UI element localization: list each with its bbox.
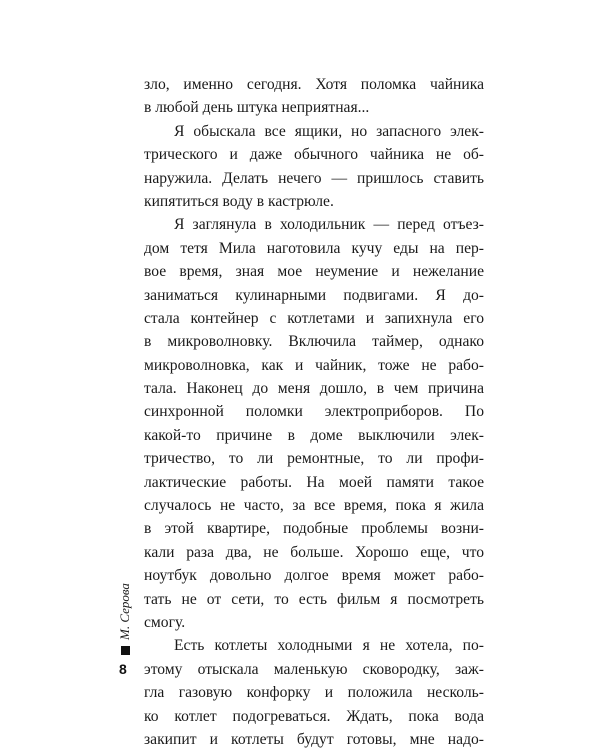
text-line: дом тетя Мила наготовила кучу еды на пер-: [144, 239, 484, 257]
text-line: трического и даже обычного чайника не об-: [144, 146, 484, 164]
text-line: тричество, то ли ремонтные, то ли профи-: [144, 450, 484, 468]
text-line: случалось не часто, за все время, пока я жила: [144, 497, 484, 515]
text-line: какой-то причине в доме выключили элек-: [144, 426, 484, 444]
text-line: в любой день штука неприятная...: [144, 99, 370, 117]
text-line: зло, именно сегодня. Хотя поломка чайника: [144, 76, 484, 93]
text-line: заниматься кулинарными подвигами. Я до-: [144, 286, 484, 304]
text-line: Я заглянула в холодильник — перед отъез-: [174, 216, 484, 234]
text-line: в этой квартире, подобные проблемы возни-: [144, 520, 484, 538]
text-line: этому отыскала маленькую сковородку, заж-: [144, 660, 484, 678]
text-line: вое время, зная мое неумение и нежелание: [144, 263, 484, 281]
text-line: кали раза два, не больше. Хорошо еще, что: [144, 543, 484, 561]
text-line: наружила. Делать нечего — пришлось ставить: [144, 169, 484, 187]
page-number: 8: [119, 661, 127, 677]
text-line: стала контейнер с котлетами и запихнула его: [144, 309, 484, 327]
text-line: тала. Наконец до меня дошло, в чем причина: [144, 380, 484, 398]
text-line: ко котлет подогреваться. Ждать, пока вода: [144, 707, 484, 725]
text-line: гла газовую конфорку и положила несколь-: [144, 684, 484, 702]
text-line: лактические работы. На моей памяти такое: [144, 473, 484, 491]
text-line: кипятиться воду в кастрюле.: [144, 192, 334, 210]
running-author: М. Серова: [117, 583, 132, 640]
text-line: ноутбук довольно долгое время может рабо-: [144, 567, 484, 585]
text-line: микроволновка, как и чайник, тоже не рабо-: [144, 356, 484, 374]
text-line: тать не от сети, то есть фильм я посмотреть: [144, 590, 484, 608]
body-text: [144, 73, 484, 751]
text-line: смогу.: [144, 613, 186, 631]
footer-square-mark: [121, 646, 130, 655]
text-line: синхронной поломки электроприборов. По: [144, 403, 484, 421]
text-line: закипит и котлеты будут готовы, мне надо-: [144, 730, 484, 748]
text-line: Есть котлеты холодными я не хотела, по-: [174, 637, 484, 655]
text-line: в микроволновку. Включила таймер, однако: [144, 333, 484, 351]
text-line: Я обыскала все ящики, но запасного элек-: [174, 122, 484, 140]
